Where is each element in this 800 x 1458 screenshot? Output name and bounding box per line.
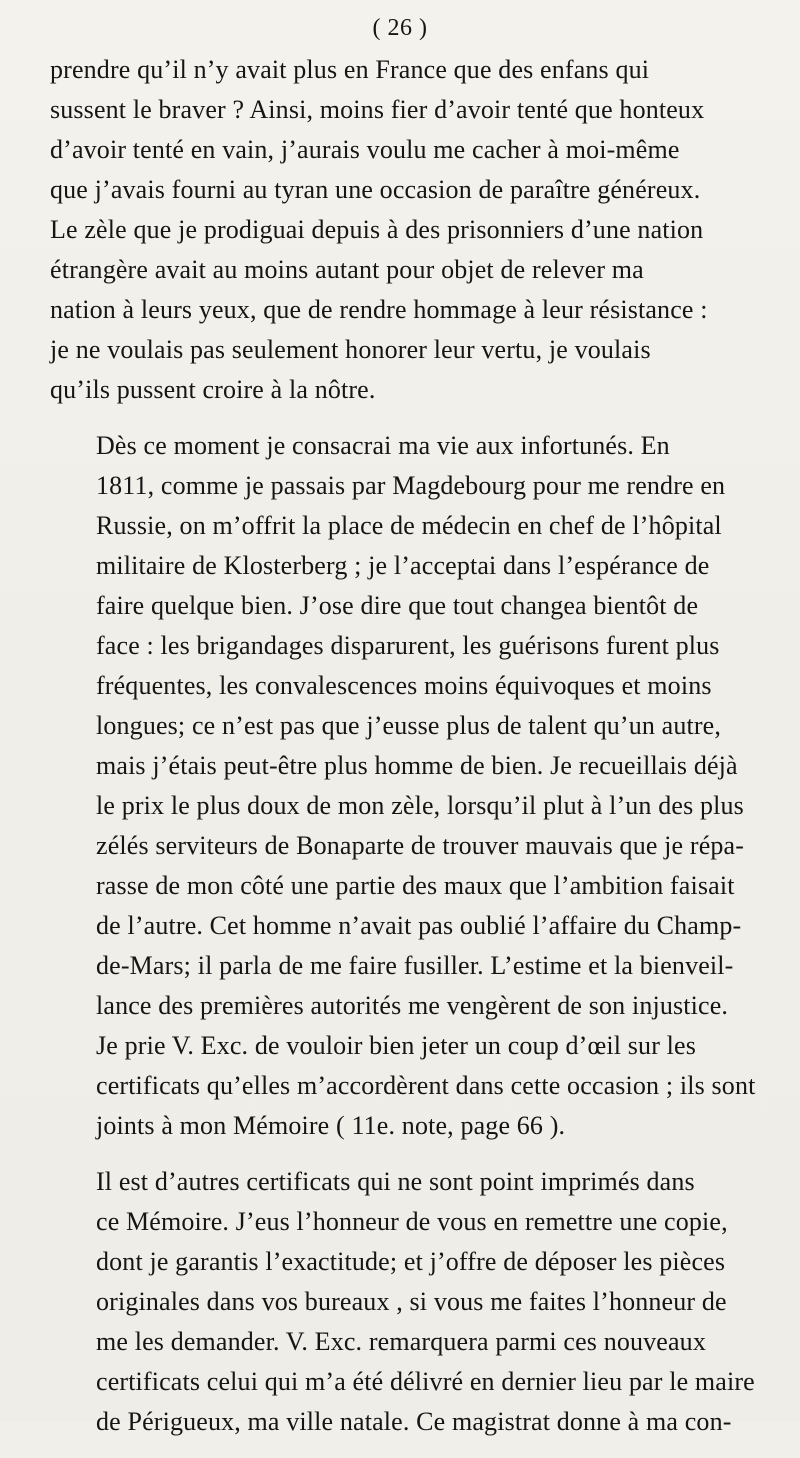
text-line: le prix le plus doux de mon zèle, lorsqu’il plut à l’un des plus bbox=[96, 791, 744, 820]
text-line: certificats qu’elles m’accordèrent dans cette occasion ; ils sont bbox=[96, 1071, 756, 1100]
page-number: ( 26 ) bbox=[372, 15, 428, 41]
text-line: fréquentes, les convalescences moins équivoques et moins bbox=[96, 671, 712, 700]
text-line: Je prie V. Exc. de vouloir bien jeter un coup d’œil sur les bbox=[96, 1031, 696, 1060]
text-line: dont je garantis l’exactitude; et j’offre de déposer les pièces bbox=[96, 1247, 726, 1276]
text-line: me les demander. V. Exc. remarquera parmi ces nouveaux bbox=[96, 1327, 706, 1356]
text-line: étrangère avait au moins autant pour objet de relever ma bbox=[50, 255, 644, 284]
text-line: Le zèle que je prodiguai depuis à des prisonniers d’une nation bbox=[50, 215, 704, 244]
text-line: que j’avais fourni au tyran une occasion de paraître généreux. bbox=[50, 175, 701, 204]
text-line: mais j’étais peut-être plus homme de bien. Je recueillais déjà bbox=[96, 751, 738, 780]
text-line: face : les brigandages disparurent, les guérisons furent plus bbox=[96, 631, 720, 660]
text-line: sussent le braver ? Ainsi, moins fier d’avoir tenté que honteux bbox=[50, 95, 705, 124]
text-line: 1811, comme je passais par Magdebourg pour me rendre en bbox=[96, 471, 726, 500]
text-line: de Périgueux, ma ville natale. Ce magistrat donne à ma con- bbox=[96, 1407, 732, 1436]
text-line: ce Mémoire. J’eus l’honneur de vous en remettre une copie, bbox=[96, 1207, 728, 1236]
text-line: rasse de mon côté une partie des maux que l’ambition faisait bbox=[96, 871, 735, 900]
paragraph bbox=[50, 1162, 770, 1442]
paragraph bbox=[50, 50, 770, 410]
text-line: certificats celui qui m’a été délivré en dernier lieu par le maire bbox=[96, 1367, 755, 1396]
text-line: longues; ce n’est pas que j’eusse plus de talent qu’un autre, bbox=[96, 711, 722, 740]
text-line: nation à leurs yeux, que de rendre hommage à leur résistance : bbox=[50, 295, 708, 324]
text-line: Dès ce moment je consacrai ma vie aux infortunés. En bbox=[96, 431, 670, 460]
text-line: je ne voulais pas seulement honorer leur vertu, je voulais bbox=[50, 335, 651, 364]
paragraph bbox=[50, 426, 770, 1146]
text-line: lance des premières autorités me vengèrent de son injustice. bbox=[96, 991, 729, 1020]
text-line: joints à mon Mémoire ( 11e. note, page 66 ). bbox=[96, 1111, 566, 1140]
text-line: Il est d’autres certificats qui ne sont point imprimés dans bbox=[96, 1167, 695, 1196]
text-line: Russie, on m’offrit la place de médecin en chef de l’hôpital bbox=[96, 511, 722, 540]
text-line: prendre qu’il n’y avait plus en France que des enfans qui bbox=[50, 55, 650, 84]
body-text bbox=[50, 50, 770, 1458]
text-line: zélés serviteurs de Bonaparte de trouver mauvais que je répa- bbox=[96, 831, 745, 860]
text-line: qu’ils pussent croire à la nôtre. bbox=[50, 375, 376, 404]
text-line: de l’autre. Cet homme n’avait pas oublié l’affaire du Champ- bbox=[96, 911, 742, 940]
text-line: originales dans vos bureaux , si vous me faites l’honneur de bbox=[96, 1287, 727, 1316]
text-line: d’avoir tenté en vain, j’aurais voulu me cacher à moi-même bbox=[50, 135, 680, 164]
text-line: de-Mars; il parla de me faire fusiller. L’estime et la bienveil- bbox=[96, 951, 734, 980]
text-line: faire quelque bien. J’ose dire que tout changea bientôt de bbox=[96, 591, 699, 620]
text-line: militaire de Klosterberg ; je l’acceptai dans l’espérance de bbox=[96, 551, 710, 580]
